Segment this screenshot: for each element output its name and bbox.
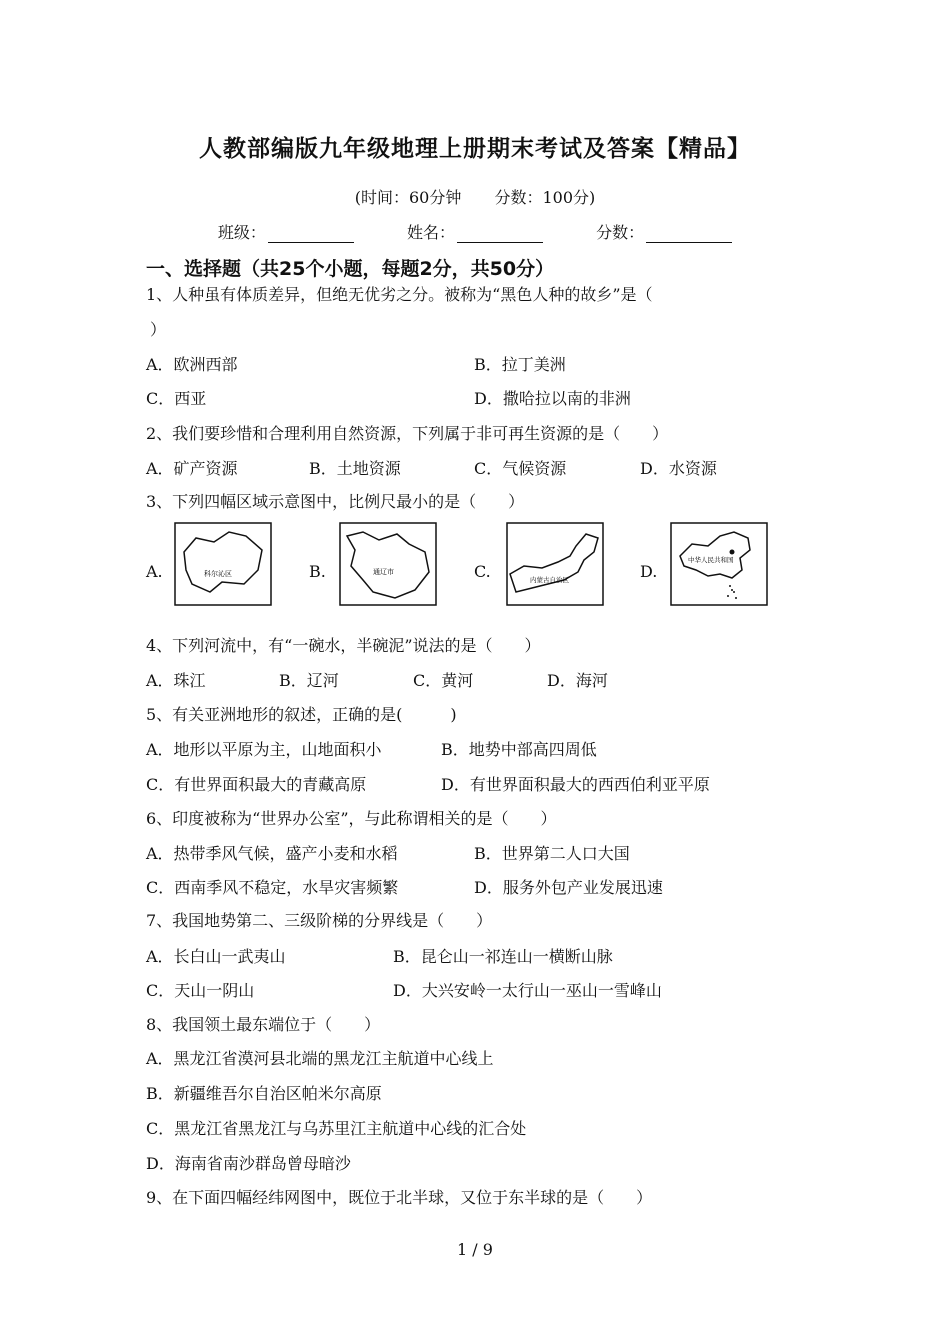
q4-option-b[interactable]: B．辽河	[279, 671, 339, 690]
class-blank[interactable]	[268, 226, 354, 243]
q6-option-a[interactable]: A．热带季风气候，盛产小麦和水稻	[146, 844, 398, 863]
q5-option-c[interactable]: C．有世界面积最大的青藏高原	[146, 775, 367, 794]
class-field[interactable]	[218, 220, 354, 243]
q5-stem: 5、有关亚洲地形的叙述，正确的是( )	[146, 705, 457, 724]
q8-option-c[interactable]: C．黑龙江省黑龙江与乌苏里江主航道中心线的汇合处	[146, 1119, 527, 1138]
q6-stem: 6、印度被称为“世界办公室”，与此称谓相关的是（ ）	[146, 809, 557, 828]
q7-option-b[interactable]: B．昆仑山一祁连山一横断山脉	[393, 947, 613, 966]
q1-option-b[interactable]: B．拉丁美洲	[474, 355, 566, 374]
q5-option-d[interactable]: D．有世界面积最大的西西伯利亚平原	[441, 775, 710, 794]
name-blank[interactable]	[457, 226, 543, 243]
q3-option-a[interactable]: A.	[146, 562, 163, 581]
q1-option-a[interactable]: A．欧洲西部	[146, 355, 238, 374]
q1-stem-end: ）	[150, 320, 167, 339]
q7-option-c[interactable]: C．天山一阴山	[146, 981, 255, 1000]
q4-option-d[interactable]: D．海河	[547, 671, 608, 690]
q2-option-b[interactable]: B．土地资源	[309, 459, 401, 478]
map-d-china	[670, 522, 768, 606]
name-label: 姓名：	[406, 223, 455, 242]
map-b-label: 通辽市	[373, 568, 394, 576]
q6-option-b[interactable]: B．世界第二人口大国	[474, 844, 630, 863]
q2-stem: 2、我们要珍惜和合理利用自然资源，下列属于非可再生资源的是（ ）	[146, 424, 669, 443]
q2-option-c[interactable]: C．气候资源	[474, 459, 567, 478]
q6-option-c[interactable]: C．西南季风不稳定，水旱灾害频繁	[146, 878, 399, 897]
q4-stem: 4、下列河流中，有“一碗水，半碗泥”说法的是（ ）	[146, 636, 541, 655]
q8-option-b[interactable]: B．新疆维吾尔自治区帕米尔高原	[146, 1084, 382, 1103]
q4-option-a[interactable]: A．珠江	[146, 671, 206, 690]
map-d-label: 中华人民共和国	[688, 556, 734, 564]
score-blank[interactable]	[646, 226, 732, 243]
exam-meta	[0, 185, 950, 208]
q5-option-a[interactable]: A．地形以平原为主，山地面积小	[146, 740, 382, 759]
q8-option-d[interactable]: D．海南省南沙群岛曾母暗沙	[146, 1154, 351, 1173]
score-label: 分数：	[596, 223, 645, 242]
q7-stem: 7、我国地势第二、三级阶梯的分界线是（ ）	[146, 911, 493, 930]
map-c-label: 内蒙古自治区	[530, 576, 569, 584]
q1-stem: 1、人种虽有体质差异，但绝无优劣之分。被称为“黑色人种的故乡”是（	[146, 285, 653, 304]
q9-stem: 9、在下面四幅经纬网图中，既位于北半球，又位于东半球的是（ ）	[146, 1188, 653, 1207]
class-label: 班级：	[217, 223, 266, 242]
q6-option-d[interactable]: D．服务外包产业发展迅速	[474, 878, 663, 897]
q3-stem: 3、下列四幅区域示意图中，比例尺最小的是（ ）	[146, 492, 525, 511]
score-field[interactable]	[596, 220, 732, 243]
q3-option-d[interactable]: D.	[640, 562, 658, 581]
student-fields	[0, 220, 950, 243]
map-a-keerqin	[174, 522, 272, 606]
q5-option-b[interactable]: B．地势中部高四周低	[441, 740, 597, 759]
q3-option-b[interactable]: B.	[309, 562, 326, 581]
q1-option-d[interactable]: D．撒哈拉以南的非洲	[474, 389, 631, 408]
q3-option-c[interactable]: C.	[474, 562, 491, 581]
q1-option-c[interactable]: C．西亚	[146, 389, 207, 408]
map-b-tongliao	[339, 522, 437, 606]
q8-stem: 8、我国领土最东端位于（ ）	[146, 1015, 381, 1034]
map-c-inner-mongolia	[506, 522, 604, 606]
name-field[interactable]	[407, 220, 543, 243]
q2-option-a[interactable]: A．矿产资源	[146, 459, 238, 478]
q2-option-d[interactable]: D．水资源	[640, 459, 717, 478]
total-score: 分数：100分)	[494, 188, 596, 207]
q4-option-c[interactable]: C．黄河	[413, 671, 474, 690]
q7-option-a[interactable]: A．长白山一武夷山	[146, 947, 286, 966]
page-title: 人教部编版九年级地理上册期末考试及答案【精品】	[199, 136, 751, 162]
page-number: 1 / 9	[457, 1240, 493, 1259]
section-heading: 一、选择题（共25个小题，每题2分，共50分）	[146, 258, 555, 280]
q8-option-a[interactable]: A．黑龙江省漠河县北端的黑龙江主航道中心线上	[146, 1049, 494, 1068]
map-a-label: 科尔沁区	[204, 570, 232, 578]
q7-option-d[interactable]: D．大兴安岭一太行山一巫山一雪峰山	[393, 981, 662, 1000]
time-limit: (时间：60分钟	[354, 188, 462, 207]
